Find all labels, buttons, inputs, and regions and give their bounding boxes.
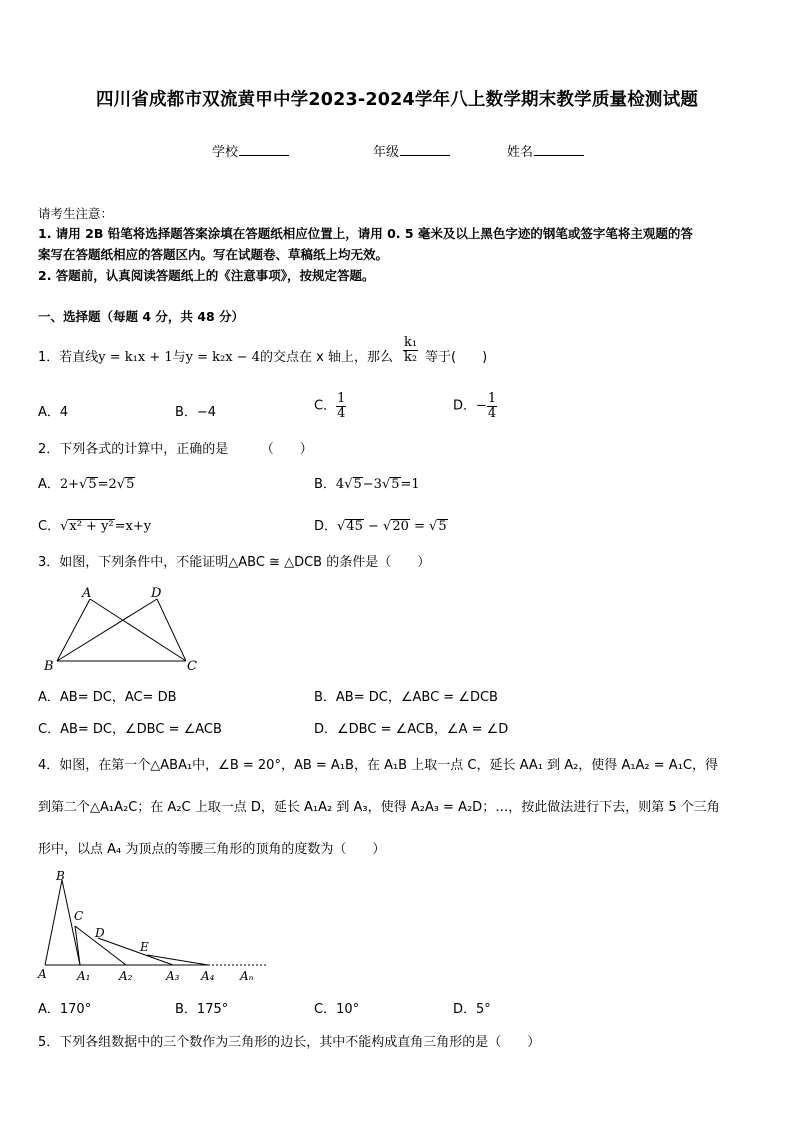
q2-d-rad2: 20 bbox=[392, 519, 409, 534]
q4-label-a2: A₂ bbox=[119, 969, 133, 983]
q2-a-label: A． bbox=[38, 477, 60, 492]
section-heading: 一、选择题（每题 4 分，共 48 分） bbox=[38, 309, 245, 324]
q2-a-rad2: 5 bbox=[126, 477, 135, 492]
notice-heading: 请考生注意： bbox=[38, 206, 114, 221]
notice-line1a: 1. 请用 2B 铅笔将选择题答案涂填在答题纸相应位置上，请用 0. 5 毫米及以上黑色字迹的钢笔或签字笔将主观题的答 bbox=[38, 226, 693, 241]
name-blank bbox=[534, 143, 584, 156]
q3-option-b: B．AB= DC，∠ABC = ∠DCB bbox=[314, 690, 498, 705]
school-label: 学校 bbox=[212, 145, 239, 160]
q4-option-b: B．175° bbox=[175, 1002, 229, 1017]
q1-option-c bbox=[314, 392, 346, 420]
q4-segment-ea4 bbox=[147, 955, 208, 965]
school-blank bbox=[239, 143, 289, 156]
page-title: 四川省成都市双流黄甲中学2023-2024学年八上数学期末教学质量检测试题 bbox=[95, 90, 699, 110]
q2-c-label: C． bbox=[38, 519, 61, 534]
q4-segment-ab bbox=[45, 880, 62, 965]
q2-option-a: A．2+√5=2√5 bbox=[38, 477, 135, 492]
q2-b-rad2: 5 bbox=[391, 477, 400, 492]
grade-blank bbox=[400, 143, 450, 156]
school-field bbox=[212, 141, 289, 160]
q4-figure bbox=[30, 868, 280, 988]
q1-mid: 与 bbox=[172, 350, 186, 365]
q2-d-label: D． bbox=[314, 519, 338, 534]
q3-label-c: C bbox=[187, 659, 197, 674]
q1-c-den: 4 bbox=[337, 405, 346, 421]
q2-c-post: =x+y bbox=[114, 519, 152, 534]
q3-figure bbox=[40, 582, 210, 674]
q2-b-post: =1 bbox=[400, 477, 420, 492]
q4-label-c: C bbox=[74, 909, 84, 923]
q1-stem bbox=[38, 346, 393, 365]
q4-label-an: Aₙ bbox=[240, 969, 254, 983]
q3-label-b: B bbox=[44, 659, 54, 674]
q2-c-rad: x² + y² bbox=[69, 519, 114, 534]
q3-stem: 3．如图，下列条件中，不能证明△ABC ≅ △DCB 的条件是（ ） bbox=[38, 555, 431, 570]
q1-option-c-label: C． bbox=[314, 398, 337, 414]
q4-option-c: C．10° bbox=[314, 1002, 360, 1017]
q2-option-c: C．√x² + y²=x+y bbox=[38, 519, 152, 534]
q4-label-a3: A₃ bbox=[166, 969, 180, 983]
q4-label-a: A bbox=[38, 967, 47, 981]
q2-a-pre: 2+ bbox=[59, 477, 80, 492]
q4-segment-da3 bbox=[98, 938, 173, 965]
q2-b-rad1: 5 bbox=[353, 477, 362, 492]
q4-option-d: D．5° bbox=[453, 1002, 491, 1017]
notice-line1b: 案写在答题纸相应的答题区内。写在试题卷、草稿纸上均无效。 bbox=[38, 247, 389, 262]
q4-label-a4: A₄ bbox=[201, 969, 215, 983]
q4-line3: 形中，以点 A₄ 为顶点的等腰三角形的顶角的度数为（ ） bbox=[38, 842, 386, 857]
q3-label-d: D bbox=[151, 586, 162, 601]
grade-label: 年级 bbox=[373, 145, 400, 160]
q3-label-a: A bbox=[82, 586, 92, 601]
q1-option-b: B．−4 bbox=[175, 405, 217, 420]
q4-line2: 到第二个△A₁A₂C；在 A₂C 上取一点 D，延长 A₁A₂ 到 A₃，使得 A₂A₃ = A₂D；…，按此做法进行下去，则第 5 个三角 bbox=[38, 800, 720, 815]
q1-option-d bbox=[453, 392, 497, 420]
q2-d-rad1: 45 bbox=[346, 519, 363, 534]
q1-suffix: 的交点在 x 轴上，那么 bbox=[260, 350, 393, 365]
q1-frac-num: k₁ bbox=[404, 335, 418, 350]
q1-d-den: 4 bbox=[487, 405, 497, 421]
q1-eq1: y = k₁x + 1 bbox=[98, 350, 173, 365]
q1-fraction bbox=[403, 336, 418, 364]
q1-d-num: 1 bbox=[487, 391, 497, 406]
q4-label-b: B bbox=[56, 869, 65, 883]
q2-option-d: D．√45 − √20 = √5 bbox=[314, 519, 447, 534]
q5-stem: 5．下列各组数据中的三个数作为三角形的边长，其中不能构成直角三角形的是（ ） bbox=[38, 1035, 541, 1050]
q2-a-rad1: 5 bbox=[88, 477, 97, 492]
q2-option-b: B．4√5−3√5=1 bbox=[314, 477, 420, 492]
q1-prefix: 1．若直线 bbox=[38, 350, 99, 365]
name-label: 姓名 bbox=[507, 145, 534, 160]
q4-label-a1: A₁ bbox=[77, 969, 91, 983]
q4-option-a: A．170° bbox=[38, 1002, 92, 1017]
grade-field bbox=[373, 141, 450, 160]
q2-d-eq: = bbox=[409, 519, 430, 534]
notice-line2: 2. 答题前，认真阅读答题纸上的《注意事项》，按规定答题。 bbox=[38, 268, 375, 283]
q3-option-a: A．AB= DC，AC= DB bbox=[38, 690, 177, 705]
q2-b-pre: 4 bbox=[335, 477, 345, 492]
q2-a-mid: =2 bbox=[97, 477, 117, 492]
q1-frac-den: k₂ bbox=[404, 349, 418, 365]
q1-tail: 等于( ) bbox=[425, 350, 488, 365]
q4-label-e: E bbox=[140, 940, 149, 954]
q2-d-mid: − bbox=[363, 519, 384, 534]
q2-stem: 2．下列各式的计算中，正确的是 （ ） bbox=[38, 442, 313, 457]
q4-line1: 4．如图，在第一个△ABA₁中，∠B = 20°，AB = A₁B，在 A₁B 上取一点 C，延长 AA₁ 到 A₂，使得 A₁A₂ = A₁C，得 bbox=[38, 758, 718, 773]
q1-eq2: y = k₂x − 4 bbox=[185, 350, 261, 365]
q2-b-label: B． bbox=[314, 477, 336, 492]
q3-segment-ba bbox=[57, 599, 90, 661]
q4-label-d: D bbox=[95, 926, 105, 940]
q3-option-d: D．∠DBC = ∠ACB，∠A = ∠D bbox=[314, 722, 509, 737]
q1-option-d-label: D．− bbox=[453, 398, 487, 414]
q3-segment-bd bbox=[57, 599, 157, 661]
q1-option-a: A．4 bbox=[38, 405, 69, 420]
q2-d-rad3: 5 bbox=[438, 519, 447, 534]
q1-c-num: 1 bbox=[337, 391, 346, 406]
q2-b-mid: −3 bbox=[362, 477, 382, 492]
name-field bbox=[507, 141, 584, 160]
q3-option-c: C．AB= DC，∠DBC = ∠ACB bbox=[38, 722, 222, 737]
